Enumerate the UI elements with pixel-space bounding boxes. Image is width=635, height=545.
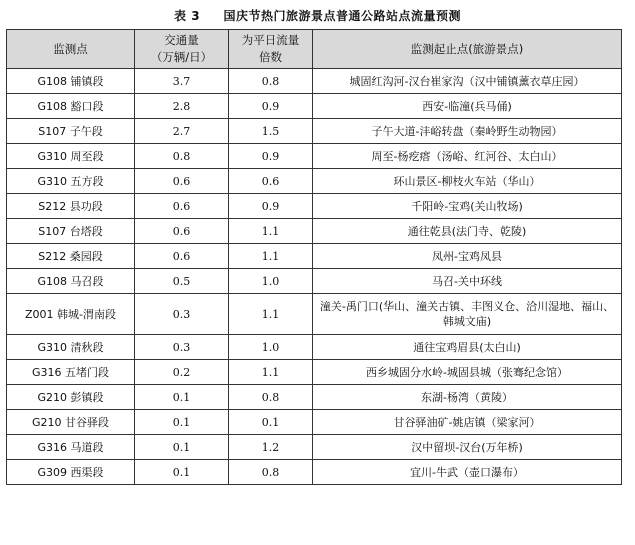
cell-multiple: 0.1 <box>229 410 313 435</box>
cell-start-end-points: 西安-临潼(兵马俑) <box>313 94 622 119</box>
cell-traffic-volume: 0.1 <box>135 435 229 460</box>
cell-start-end-points: 潼关-禹门口(华山、潼关古镇、丰图义仓、洽川湿地、福山、韩城文庙) <box>313 294 622 335</box>
header-multiple-line1: 为平日流量 <box>241 33 300 47</box>
header-traffic-volume-line1: 交通量 <box>164 33 199 47</box>
traffic-forecast-table <box>6 29 622 485</box>
table-row <box>7 385 622 410</box>
caption-title: 国庆节热门旅游景点普通公路站点流量预测 <box>223 9 461 23</box>
cell-start-end-points: 汉中留坝-汉台(万年桥) <box>313 435 622 460</box>
cell-monitoring-point: G310 周至段 <box>7 144 135 169</box>
header-traffic-volume-line2: （万辆/日） <box>150 50 213 64</box>
cell-multiple: 1.1 <box>229 360 313 385</box>
cell-multiple: 1.1 <box>229 244 313 269</box>
cell-monitoring-point: S212 县功段 <box>7 194 135 219</box>
cell-traffic-volume: 0.6 <box>135 244 229 269</box>
table-body <box>7 69 622 485</box>
table-row <box>7 194 622 219</box>
cell-traffic-volume: 2.7 <box>135 119 229 144</box>
cell-traffic-volume: 0.6 <box>135 194 229 219</box>
cell-multiple: 0.9 <box>229 144 313 169</box>
table-row <box>7 69 622 94</box>
cell-traffic-volume: 0.1 <box>135 460 229 485</box>
cell-monitoring-point: G210 甘谷驿段 <box>7 410 135 435</box>
cell-traffic-volume: 0.3 <box>135 335 229 360</box>
header-multiple-of-normal <box>229 30 313 69</box>
table-header <box>7 30 622 69</box>
cell-multiple: 0.8 <box>229 460 313 485</box>
cell-multiple: 0.6 <box>229 169 313 194</box>
table-row <box>7 169 622 194</box>
cell-traffic-volume: 3.7 <box>135 69 229 94</box>
cell-monitoring-point: S212 桑园段 <box>7 244 135 269</box>
cell-traffic-volume: 0.6 <box>135 169 229 194</box>
cell-monitoring-point: G108 铺镇段 <box>7 69 135 94</box>
table-row <box>7 94 622 119</box>
caption-label: 表 3 <box>174 9 201 23</box>
cell-traffic-volume: 0.5 <box>135 269 229 294</box>
cell-monitoring-point: G316 五堵门段 <box>7 360 135 385</box>
cell-multiple: 0.8 <box>229 385 313 410</box>
cell-traffic-volume: 0.3 <box>135 294 229 335</box>
cell-start-end-points: 东湖-杨湾（黄陵） <box>313 385 622 410</box>
header-multiple-line2: 倍数 <box>259 50 282 64</box>
table-row <box>7 269 622 294</box>
cell-traffic-volume: 0.2 <box>135 360 229 385</box>
cell-monitoring-point: G210 彭镇段 <box>7 385 135 410</box>
cell-start-end-points: 城固红沟河-汉台崔家沟（汉中铺镇薰衣草庄园） <box>313 69 622 94</box>
table-caption <box>0 9 635 23</box>
cell-multiple: 0.9 <box>229 94 313 119</box>
cell-traffic-volume: 0.1 <box>135 385 229 410</box>
cell-start-end-points: 西乡城固分水岭-城固县城（张骞纪念馆） <box>313 360 622 385</box>
cell-monitoring-point: Z001 韩城-渭南段 <box>7 294 135 335</box>
cell-start-end-points: 环山景区-柳枝火车站（华山） <box>313 169 622 194</box>
header-start-end-points <box>313 30 622 69</box>
header-start-end-points-text: 监测起止点(旅游景点) <box>410 41 524 56</box>
table-row <box>7 435 622 460</box>
cell-monitoring-point: G310 清秋段 <box>7 335 135 360</box>
cell-monitoring-point: G309 西渠段 <box>7 460 135 485</box>
caption-gap <box>205 9 219 23</box>
cell-multiple: 1.5 <box>229 119 313 144</box>
table-row <box>7 119 622 144</box>
header-traffic-volume <box>135 30 229 69</box>
cell-multiple: 1.1 <box>229 219 313 244</box>
table-row <box>7 219 622 244</box>
cell-traffic-volume: 0.6 <box>135 219 229 244</box>
cell-traffic-volume: 0.8 <box>135 144 229 169</box>
cell-monitoring-point: S107 台塔段 <box>7 219 135 244</box>
cell-monitoring-point: G310 五方段 <box>7 169 135 194</box>
cell-start-end-points: 千阳岭-宝鸡(关山牧场) <box>313 194 622 219</box>
cell-start-end-points: 通往乾县(法门寺、乾陵) <box>313 219 622 244</box>
cell-traffic-volume: 2.8 <box>135 94 229 119</box>
header-monitoring-point <box>7 30 135 69</box>
header-monitoring-point-text: 监测点 <box>53 41 88 56</box>
cell-start-end-points: 周至-杨疙瘩（汤峪、红河谷、太白山） <box>313 144 622 169</box>
table-row <box>7 294 622 335</box>
cell-start-end-points: 甘谷驿油矿-姚店镇（梁家河） <box>313 410 622 435</box>
cell-start-end-points: 凤州-宝鸡凤县 <box>313 244 622 269</box>
cell-multiple: 1.0 <box>229 335 313 360</box>
cell-multiple: 1.0 <box>229 269 313 294</box>
table-row <box>7 244 622 269</box>
table-row <box>7 460 622 485</box>
cell-start-end-points: 马召-关中环线 <box>313 269 622 294</box>
cell-start-end-points: 子午大道-沣峪转盘（秦岭野生动物园） <box>313 119 622 144</box>
table-row <box>7 144 622 169</box>
cell-monitoring-point: S107 子午段 <box>7 119 135 144</box>
cell-monitoring-point: G108 豁口段 <box>7 94 135 119</box>
table-row <box>7 335 622 360</box>
cell-monitoring-point: G108 马召段 <box>7 269 135 294</box>
table-row <box>7 410 622 435</box>
cell-start-end-points: 通往宝鸡眉县(太白山) <box>313 335 622 360</box>
cell-traffic-volume: 0.1 <box>135 410 229 435</box>
cell-multiple: 1.2 <box>229 435 313 460</box>
cell-start-end-points: 宜川-牛武（壶口瀑布） <box>313 460 622 485</box>
cell-multiple: 0.9 <box>229 194 313 219</box>
cell-multiple: 0.8 <box>229 69 313 94</box>
table-row <box>7 360 622 385</box>
cell-multiple: 1.1 <box>229 294 313 335</box>
header-row <box>7 30 622 69</box>
cell-monitoring-point: G316 马道段 <box>7 435 135 460</box>
